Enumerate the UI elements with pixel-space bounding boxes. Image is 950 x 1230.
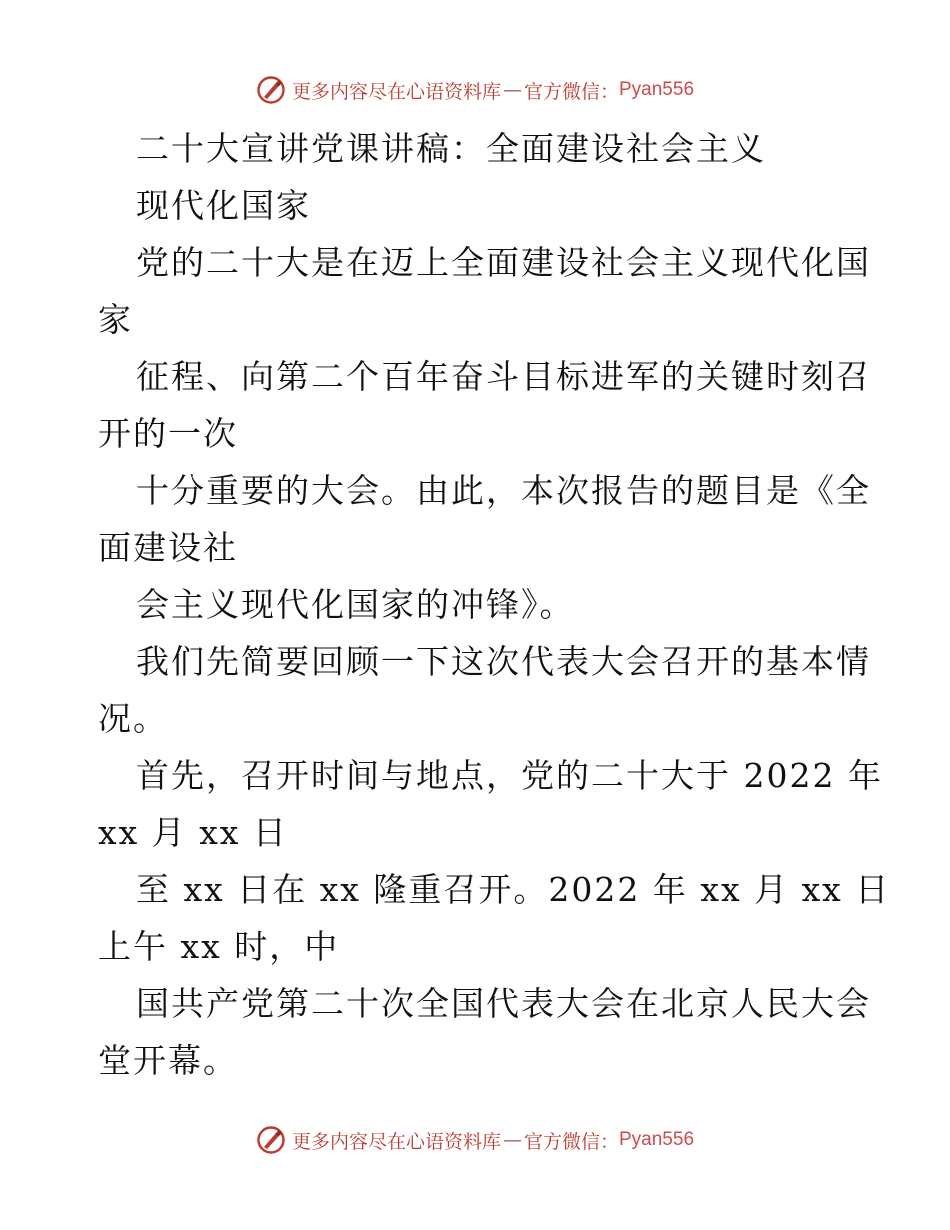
text-line: 堂开幕。: [98, 1041, 238, 1080]
text-line: 会主义现代化国家的冲锋》。: [136, 585, 575, 624]
text-line: 国共产党第二十次全国代表大会在北京人民大会: [136, 984, 871, 1023]
pen-logo-icon: [256, 75, 286, 105]
watermark-separator: —: [502, 1129, 522, 1151]
watermark-text: 更多内容尽在心语资料库: [291, 1130, 501, 1153]
text-line: xx 月 xx 日: [98, 813, 288, 852]
watermark-account: Pyan556: [619, 79, 695, 100]
footer-watermark: [0, 1120, 950, 1160]
text-line: 现代化国家: [136, 186, 311, 225]
text-line: 我们先简要回顾一下这次代表大会召开的基本情: [136, 642, 871, 681]
watermark-label: 官方微信：: [523, 1130, 619, 1153]
text-line: 况。: [98, 699, 168, 738]
text-line: 至 xx 日在 xx 隆重召开。2022 年 xx 月 xx 日: [136, 870, 891, 909]
header-watermark: [0, 70, 950, 110]
text-line: 开的一次: [98, 414, 238, 453]
pen-logo-icon: [256, 1125, 286, 1155]
text-line: 首先，召开时间与地点，党的二十大于 2022 年: [136, 756, 883, 795]
text-line: 十分重要的大会。由此，本次报告的题目是《全: [136, 471, 871, 510]
watermark-text: 更多内容尽在心语资料库: [291, 80, 501, 103]
watermark-account: Pyan556: [619, 1129, 695, 1150]
text-line: 家: [98, 300, 133, 339]
text-line: 二十大宣讲党课讲稿：全面建设社会主义: [136, 129, 766, 168]
document-body: [98, 120, 891, 1089]
text-line: 上午 xx 时，中: [98, 927, 340, 966]
watermark-separator: —: [502, 79, 522, 101]
watermark-label: 官方微信：: [523, 80, 619, 103]
text-line: 党的二十大是在迈上全面建设社会主义现代化国: [136, 243, 871, 282]
text-line: 征程、向第二个百年奋斗目标进军的关键时刻召: [136, 357, 871, 396]
text-line: 面建设社: [98, 528, 238, 567]
